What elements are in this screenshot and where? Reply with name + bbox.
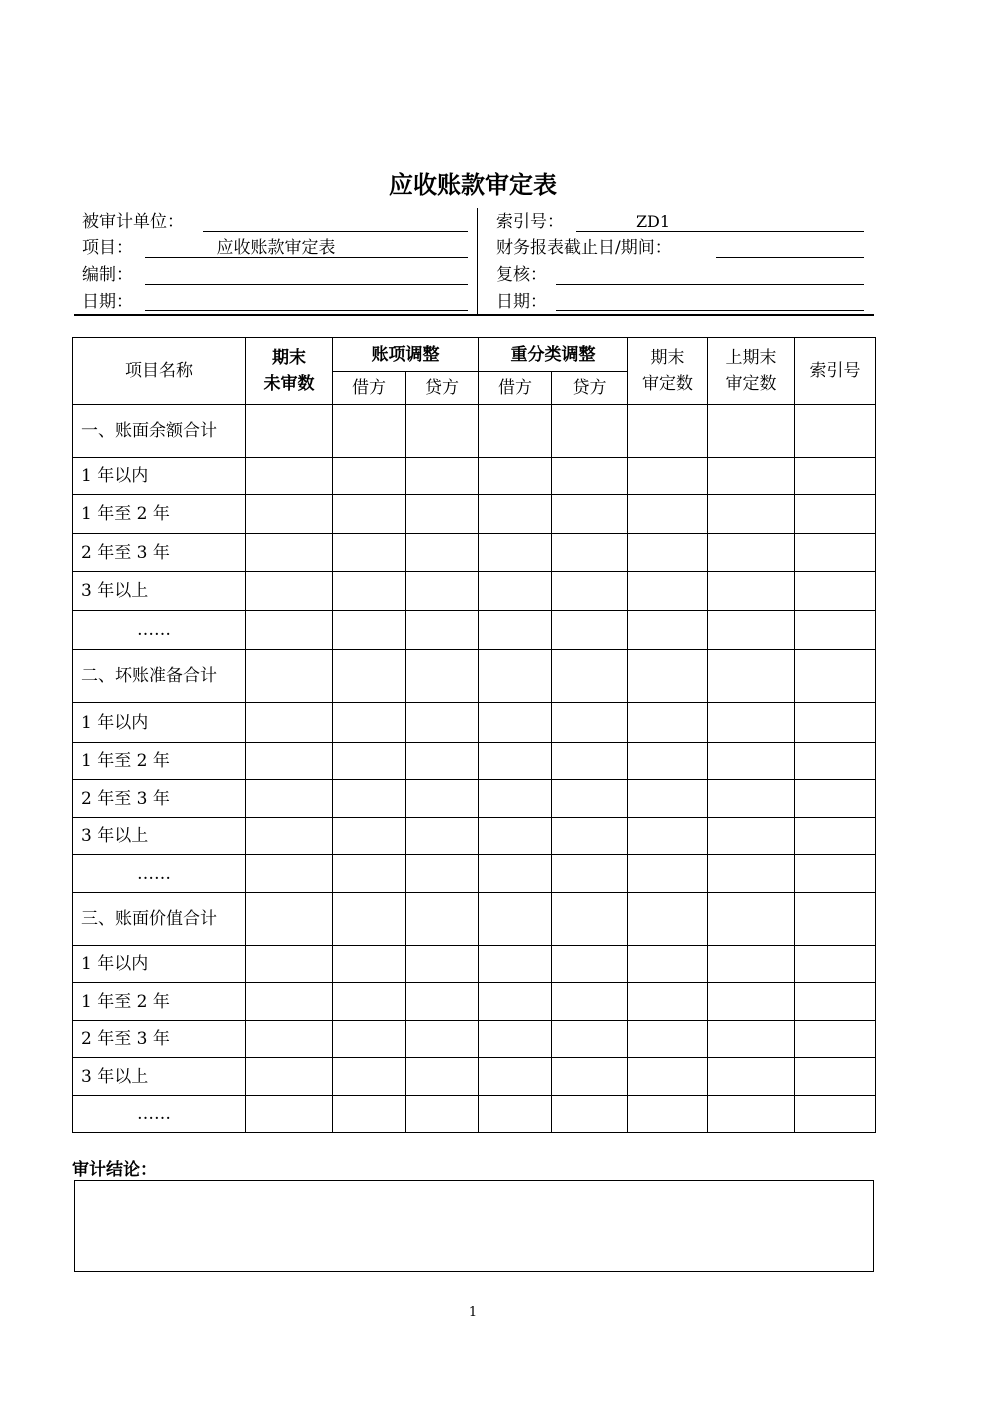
- value-cell[interactable]: [406, 893, 479, 946]
- value-cell[interactable]: [708, 611, 795, 650]
- table-row: [73, 818, 876, 855]
- review-date-label: 日期：: [496, 292, 547, 312]
- value-cell[interactable]: [246, 946, 333, 983]
- reviewer-label: 复核：: [496, 265, 547, 285]
- value-cell[interactable]: [628, 855, 708, 893]
- value-cell[interactable]: [708, 534, 795, 572]
- value-cell[interactable]: [552, 703, 628, 743]
- table-row: [73, 1021, 876, 1058]
- value-cell[interactable]: [628, 1096, 708, 1133]
- row-label: 2 年至 3 年: [73, 780, 246, 818]
- value-cell[interactable]: [795, 1096, 876, 1133]
- value-cell[interactable]: [552, 743, 628, 780]
- table-row: [73, 1096, 876, 1133]
- page-number: 1: [468, 1305, 478, 1320]
- value-cell[interactable]: [708, 1021, 795, 1058]
- value-cell[interactable]: [552, 893, 628, 946]
- value-cell[interactable]: [406, 1021, 479, 1058]
- reviewer-field[interactable]: [556, 284, 864, 285]
- value-cell[interactable]: [406, 855, 479, 893]
- preparer-label: 编制：: [82, 265, 133, 285]
- value-cell[interactable]: [795, 703, 876, 743]
- value-cell[interactable]: [406, 1058, 479, 1096]
- value-cell[interactable]: [552, 1058, 628, 1096]
- row-label: 1 年至 2 年: [73, 983, 246, 1021]
- value-cell[interactable]: [479, 780, 552, 818]
- value-cell[interactable]: [406, 572, 479, 611]
- table-row: [73, 893, 876, 946]
- value-cell[interactable]: [708, 780, 795, 818]
- row-label: 二、坏账准备合计: [73, 650, 246, 703]
- value-cell[interactable]: [246, 1096, 333, 1133]
- value-cell[interactable]: [479, 946, 552, 983]
- audit-table: [72, 337, 876, 1133]
- value-cell[interactable]: [246, 780, 333, 818]
- col-prior-period-audited: 上期末 审定数: [708, 338, 795, 405]
- value-cell[interactable]: [333, 611, 406, 650]
- preparer-field[interactable]: [145, 284, 468, 285]
- value-cell[interactable]: [333, 743, 406, 780]
- index-no-line: [576, 231, 864, 232]
- value-cell[interactable]: [246, 983, 333, 1021]
- value-cell[interactable]: [552, 611, 628, 650]
- value-cell[interactable]: [406, 780, 479, 818]
- report-period-field[interactable]: [716, 257, 864, 258]
- value-cell[interactable]: [795, 780, 876, 818]
- value-cell[interactable]: [795, 495, 876, 534]
- value-cell[interactable]: [246, 405, 333, 458]
- row-label: 2 年至 3 年: [73, 1021, 246, 1058]
- value-cell[interactable]: [708, 572, 795, 611]
- table-row: [73, 780, 876, 818]
- value-cell[interactable]: [479, 405, 552, 458]
- value-cell[interactable]: [795, 946, 876, 983]
- col-period-end-audited: 期末 审定数: [628, 338, 708, 405]
- value-cell[interactable]: [479, 650, 552, 703]
- value-cell[interactable]: [333, 703, 406, 743]
- value-cell[interactable]: [795, 458, 876, 495]
- col-index-no: 索引号: [795, 338, 876, 405]
- value-cell[interactable]: [479, 572, 552, 611]
- value-cell[interactable]: [246, 458, 333, 495]
- conclusion-box[interactable]: [74, 1180, 874, 1272]
- value-cell[interactable]: [795, 818, 876, 855]
- value-cell[interactable]: [628, 893, 708, 946]
- row-label: 2 年至 3 年: [73, 534, 246, 572]
- value-cell[interactable]: [479, 855, 552, 893]
- value-cell[interactable]: [246, 818, 333, 855]
- value-cell[interactable]: [333, 534, 406, 572]
- value-cell[interactable]: [628, 495, 708, 534]
- audited-unit-label: 被审计单位：: [82, 212, 184, 232]
- value-cell[interactable]: [479, 495, 552, 534]
- row-label: 1 年至 2 年: [73, 743, 246, 780]
- col-account-debit: 借方: [333, 372, 406, 405]
- table-row: [73, 855, 876, 893]
- value-cell[interactable]: [246, 650, 333, 703]
- value-cell[interactable]: [795, 534, 876, 572]
- row-label: 3 年以上: [73, 818, 246, 855]
- table-row: [73, 534, 876, 572]
- table-row: [73, 743, 876, 780]
- row-label: 1 年以内: [73, 946, 246, 983]
- row-label: 三、账面价值合计: [73, 893, 246, 946]
- value-cell[interactable]: [628, 650, 708, 703]
- project-field-line: [145, 257, 468, 258]
- col-item-name: 项目名称: [73, 338, 246, 405]
- prepared-date-field[interactable]: [145, 310, 468, 311]
- col-period-end-unaudited: 期末 未审数: [246, 338, 333, 405]
- row-label: ……: [73, 611, 246, 650]
- value-cell[interactable]: [479, 983, 552, 1021]
- value-cell[interactable]: [795, 893, 876, 946]
- value-cell[interactable]: [552, 780, 628, 818]
- value-cell[interactable]: [333, 946, 406, 983]
- value-cell[interactable]: [246, 893, 333, 946]
- value-cell[interactable]: [406, 703, 479, 743]
- project-label: 项目：: [82, 238, 133, 258]
- value-cell[interactable]: [708, 855, 795, 893]
- value-cell[interactable]: [246, 743, 333, 780]
- value-cell[interactable]: [795, 983, 876, 1021]
- value-cell[interactable]: [795, 1021, 876, 1058]
- value-cell[interactable]: [708, 495, 795, 534]
- project-value[interactable]: 应收账款审定表: [216, 238, 336, 258]
- row-label: 3 年以上: [73, 572, 246, 611]
- value-cell[interactable]: [628, 983, 708, 1021]
- value-cell[interactable]: [246, 855, 333, 893]
- value-cell[interactable]: [708, 743, 795, 780]
- value-cell[interactable]: [246, 495, 333, 534]
- value-cell[interactable]: [628, 1058, 708, 1096]
- row-label: 1 年以内: [73, 458, 246, 495]
- value-cell[interactable]: [628, 818, 708, 855]
- value-cell[interactable]: [479, 818, 552, 855]
- value-cell[interactable]: [479, 1021, 552, 1058]
- value-cell[interactable]: [795, 572, 876, 611]
- row-label: 1 年至 2 年: [73, 495, 246, 534]
- row-label: 一、账面余额合计: [73, 405, 246, 458]
- value-cell[interactable]: [552, 495, 628, 534]
- value-cell[interactable]: [552, 534, 628, 572]
- value-cell[interactable]: [246, 1058, 333, 1096]
- value-cell[interactable]: [333, 780, 406, 818]
- value-cell[interactable]: [479, 893, 552, 946]
- value-cell[interactable]: [795, 650, 876, 703]
- prepared-date-label: 日期：: [82, 292, 133, 312]
- value-cell[interactable]: [479, 1096, 552, 1133]
- value-cell[interactable]: [333, 1021, 406, 1058]
- value-cell[interactable]: [708, 983, 795, 1021]
- value-cell[interactable]: [628, 572, 708, 611]
- row-label: ……: [73, 1096, 246, 1133]
- value-cell[interactable]: [708, 1058, 795, 1096]
- value-cell[interactable]: [406, 405, 479, 458]
- value-cell[interactable]: [246, 1021, 333, 1058]
- table-body: [73, 405, 876, 1133]
- value-cell[interactable]: [406, 1096, 479, 1133]
- value-cell[interactable]: [479, 703, 552, 743]
- value-cell[interactable]: [708, 405, 795, 458]
- header-divider-horizontal: [74, 314, 874, 316]
- value-cell[interactable]: [628, 946, 708, 983]
- value-cell[interactable]: [708, 946, 795, 983]
- value-cell[interactable]: [479, 743, 552, 780]
- table-row: [73, 983, 876, 1021]
- value-cell[interactable]: [406, 743, 479, 780]
- value-cell[interactable]: [479, 534, 552, 572]
- value-cell[interactable]: [333, 893, 406, 946]
- index-no-label: 索引号：: [496, 212, 564, 232]
- value-cell[interactable]: [406, 818, 479, 855]
- conclusion-label: 审计结论：: [72, 1160, 157, 1180]
- value-cell[interactable]: [552, 405, 628, 458]
- value-cell[interactable]: [333, 1058, 406, 1096]
- value-cell[interactable]: [333, 495, 406, 534]
- table-row: [73, 703, 876, 743]
- value-cell[interactable]: [333, 983, 406, 1021]
- table-row: [73, 611, 876, 650]
- row-label: 3 年以上: [73, 1058, 246, 1096]
- value-cell[interactable]: [552, 946, 628, 983]
- value-cell[interactable]: [552, 572, 628, 611]
- value-cell[interactable]: [628, 743, 708, 780]
- value-cell[interactable]: [406, 650, 479, 703]
- value-cell[interactable]: [246, 611, 333, 650]
- value-cell[interactable]: [708, 703, 795, 743]
- value-cell[interactable]: [479, 458, 552, 495]
- value-cell[interactable]: [333, 650, 406, 703]
- value-cell[interactable]: [552, 1021, 628, 1058]
- table-row: [73, 495, 876, 534]
- value-cell[interactable]: [628, 1021, 708, 1058]
- value-cell[interactable]: [552, 818, 628, 855]
- value-cell[interactable]: [795, 743, 876, 780]
- value-cell[interactable]: [795, 1058, 876, 1096]
- value-cell[interactable]: [552, 650, 628, 703]
- value-cell[interactable]: [406, 534, 479, 572]
- row-label: ……: [73, 855, 246, 893]
- document-title: 应收账款审定表: [389, 171, 557, 199]
- col-account-credit: 贷方: [406, 372, 479, 405]
- value-cell[interactable]: [708, 818, 795, 855]
- header-divider-vertical: [477, 208, 478, 316]
- value-cell[interactable]: [406, 946, 479, 983]
- value-cell[interactable]: [708, 893, 795, 946]
- value-cell[interactable]: [333, 818, 406, 855]
- table-row: [73, 405, 876, 458]
- value-cell[interactable]: [552, 983, 628, 1021]
- value-cell[interactable]: [246, 703, 333, 743]
- audited-unit-field[interactable]: [203, 231, 468, 232]
- value-cell[interactable]: [552, 1096, 628, 1133]
- value-cell[interactable]: [333, 572, 406, 611]
- value-cell[interactable]: [406, 611, 479, 650]
- col-account-adjust: 账项调整: [333, 338, 479, 372]
- table-row: [73, 650, 876, 703]
- value-cell[interactable]: [628, 780, 708, 818]
- value-cell[interactable]: [628, 611, 708, 650]
- value-cell[interactable]: [246, 534, 333, 572]
- table-row: [73, 1058, 876, 1096]
- value-cell[interactable]: [479, 1058, 552, 1096]
- value-cell[interactable]: [795, 405, 876, 458]
- value-cell[interactable]: [795, 855, 876, 893]
- value-cell[interactable]: [708, 458, 795, 495]
- value-cell[interactable]: [406, 458, 479, 495]
- table-row: [73, 458, 876, 495]
- value-cell[interactable]: [628, 405, 708, 458]
- index-no-value[interactable]: ZD1: [635, 212, 671, 231]
- table-row: [73, 572, 876, 611]
- value-cell[interactable]: [628, 458, 708, 495]
- col-reclass-debit: 借方: [479, 372, 552, 405]
- value-cell[interactable]: [628, 534, 708, 572]
- value-cell[interactable]: [333, 458, 406, 495]
- value-cell[interactable]: [552, 458, 628, 495]
- value-cell[interactable]: [406, 983, 479, 1021]
- value-cell[interactable]: [333, 855, 406, 893]
- value-cell[interactable]: [628, 703, 708, 743]
- table-row: [73, 946, 876, 983]
- value-cell[interactable]: [333, 1096, 406, 1133]
- value-cell[interactable]: [552, 855, 628, 893]
- col-reclass-adjust: 重分类调整: [479, 338, 628, 372]
- row-label: 1 年以内: [73, 703, 246, 743]
- value-cell[interactable]: [708, 650, 795, 703]
- report-period-label: 财务报表截止日/期间：: [496, 238, 672, 258]
- value-cell[interactable]: [333, 405, 406, 458]
- review-date-field[interactable]: [556, 310, 864, 311]
- value-cell[interactable]: [708, 1096, 795, 1133]
- value-cell[interactable]: [479, 611, 552, 650]
- value-cell[interactable]: [795, 611, 876, 650]
- value-cell[interactable]: [246, 572, 333, 611]
- col-reclass-credit: 贷方: [552, 372, 628, 405]
- value-cell[interactable]: [406, 495, 479, 534]
